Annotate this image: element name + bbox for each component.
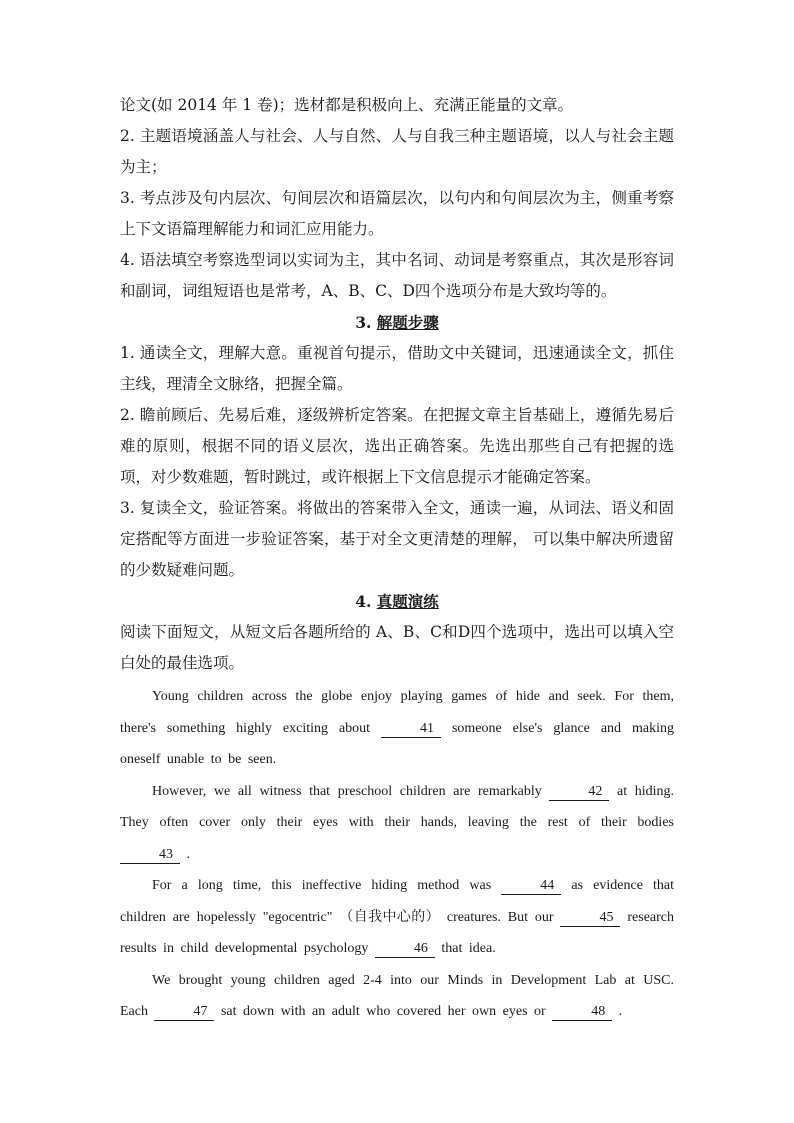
step-item-2: 2. 瞻前顾后、先易后难，逐级辨析定答案。在把握文章主旨基础上，遵循先易后难的原则，根据不同的语义层次，选出正确答案。先选出那些自己有把握的选项，对少数难题，暂时跳过，或许根据上下文信息提示才能确定答案。 [120,406,674,486]
step-item-3: 3. 复读全文，验证答案。将做出的答案带入全文，通读一遍，从词法、语义和固定搭配等方面进一步验证答案，基于对全文更清楚的理解， 可以集中解决所遗留的少数疑难问题。 [120,499,674,579]
passage-text: . [186,846,190,862]
text-item-2: 2. 主题语境涵盖人与社会、人与自然、人与自我三种主题语境，以人与社会主题为主； [120,127,674,176]
passage-text: However, we all witness that preschool children are remarkably [152,783,542,799]
text-line: 论文(如 2014 年 1 卷)；选材都是积极向上、充满正能量的文章。 [120,96,574,114]
blank-42[interactable]: 42 [549,784,609,801]
blank-43[interactable]: 43 [120,847,180,864]
section-heading-3 [120,307,674,338]
blank-44[interactable]: 44 [501,878,561,895]
text-item-3: 3. 考点涉及句内层次、句间层次和语篇层次，以句内和句间层次为主，侧重考察上下文语篇理解能力和词汇应用能力。 [120,189,674,238]
document-page [120,90,674,1028]
blank-41[interactable]: 41 [381,721,441,738]
blank-46[interactable]: 46 [375,941,435,958]
passage-text: sat down with an adult who covered her own eyes or [220,1004,546,1019]
passage-text: research results in child developmental psychology [120,909,675,956]
instruction-text: 阅读下面短文，从短文后各题所给的 A、B、C和D四个选项中，选出可以填入空白处的最佳选项。 [120,623,674,672]
section-title: 解题步骤 [376,313,439,332]
section-heading-4 [120,586,674,617]
section-title: 真题演练 [376,592,439,611]
passage-text: that idea. [441,941,496,956]
blank-47[interactable]: 47 [154,1004,214,1021]
section-number: 4. [355,592,372,611]
passage-paragraph-2 [120,776,674,871]
passage-paragraph-3 [120,870,674,965]
passage-text: We brought young children aged 2-4 into our Minds in Development Lab at USC. Each [120,972,674,1019]
step-item-1: 1. 通读全文，理解大意。重视首句提示，借助文中关键词，迅速通读全文，抓住主线，理清全文脉络，把握全篇。 [120,344,674,393]
blank-48[interactable]: 48 [552,1004,612,1021]
passage-paragraph-4 [120,965,674,1028]
passage-paragraph-1 [120,681,674,776]
passage-text: Young children across the globe enjoy playing games of hide and seek. For them, there's something highly exciting about [120,689,674,736]
blank-45[interactable]: 45 [560,910,620,927]
passage-text: at hiding. They often cover only their eyes with their hands, leaving the rest of their bodies [120,783,675,830]
passage-text: . [618,1004,623,1019]
passage-text: For a long time, this ineffective hiding method was [152,878,492,893]
section-number: 3. [355,313,372,332]
text-item-4: 4. 语法填空考察选型词以实词为主，其中名词、动词是考察重点，其次是形容词和副词，词组短语也是常考，A、B、C、D四个选项分布是大致均等的。 [120,251,674,300]
passage-text: someone else's glance and making oneself unable to be seen. [120,720,675,767]
passage-text: as evidence that children are hopelessly "egocentric" （自我中心的） creatures. But our [120,878,675,925]
